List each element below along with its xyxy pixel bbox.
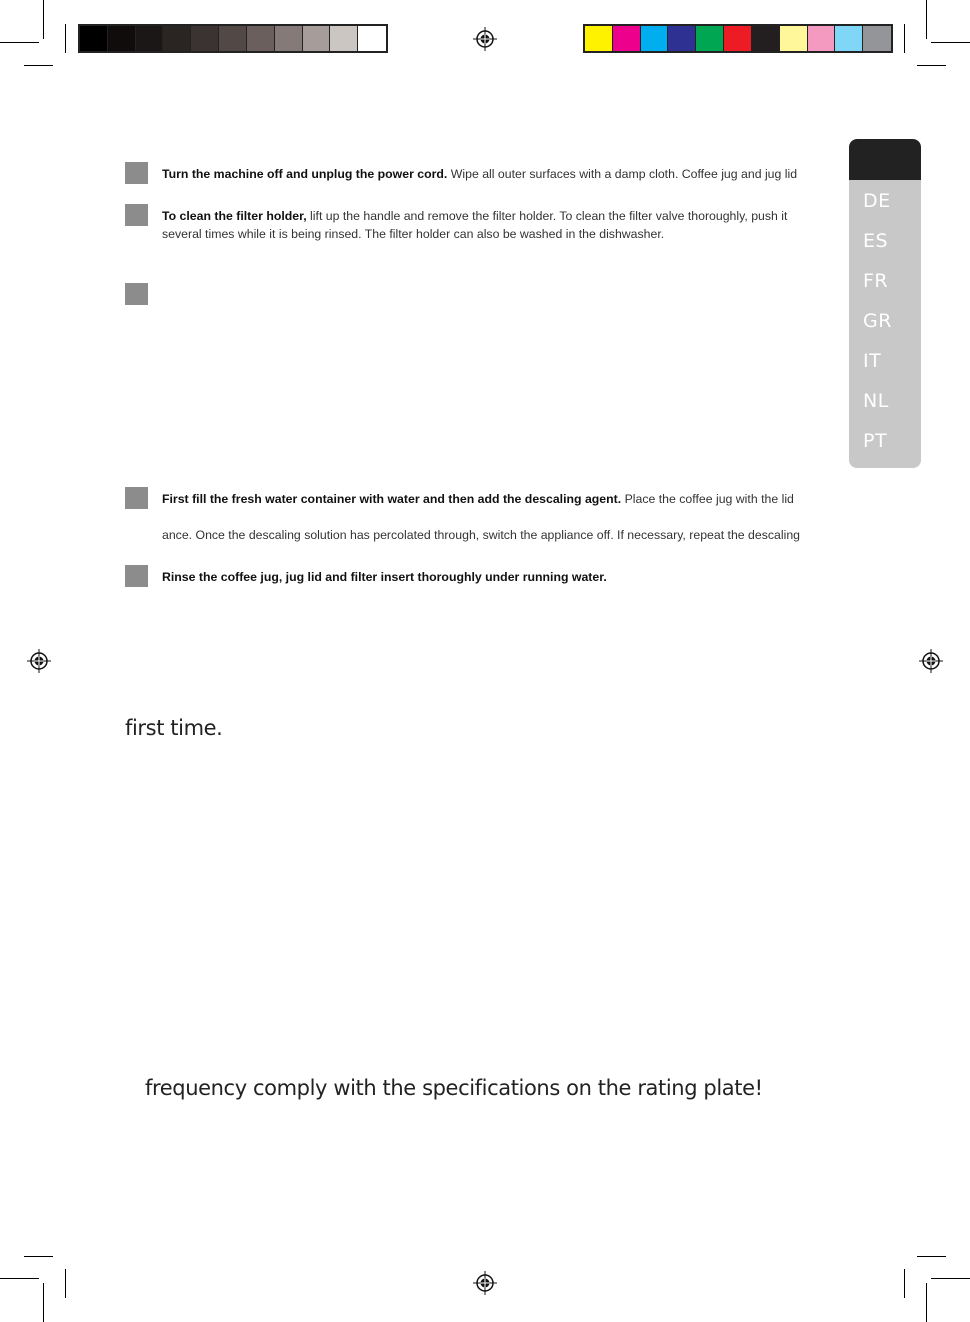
crop-mark (0, 1278, 39, 1279)
crop-mark (904, 24, 905, 53)
step-4-text (162, 492, 794, 506)
registration-mark-icon (27, 649, 51, 673)
step-marker (125, 162, 148, 184)
color-swatch (808, 26, 836, 51)
step-5-bold: Rinse the coffee jug, jug lid and filter insert thoroughly under running water. (162, 570, 607, 584)
color-swatch (108, 26, 136, 51)
step-1-rest: Wipe all outer surfaces with a damp cloth. Coffee jug and jug lid (447, 167, 798, 181)
crop-mark (904, 1269, 905, 1298)
language-tab-it[interactable]: IT (863, 350, 882, 372)
color-swatch (835, 26, 863, 51)
color-swatch (613, 26, 641, 51)
color-swatch (163, 26, 191, 51)
active-language-tab (849, 139, 921, 180)
crop-mark (43, 1283, 44, 1322)
crop-mark (43, 0, 44, 39)
process-color-bar (583, 24, 893, 53)
color-swatch (863, 26, 891, 51)
step-4-line2: ance. Once the descaling solution has percolated through, switch the appliance off. If necessary, repeat the descaling (162, 528, 801, 542)
language-tab-fr[interactable]: FR (863, 270, 889, 292)
step-1-text (162, 167, 797, 181)
color-swatch (780, 26, 808, 51)
step-2-bold: To clean the filter holder, (162, 209, 307, 223)
step-marker (125, 565, 148, 587)
color-swatch (752, 26, 780, 51)
crop-mark (926, 0, 927, 39)
step-5-text (162, 570, 607, 584)
crop-mark (917, 65, 946, 66)
fragment-frequency: frequency comply with the specifications on the rating plate! (145, 1076, 763, 1100)
color-swatch (668, 26, 696, 51)
crop-mark (926, 1283, 927, 1322)
fragment-first-time: first time. (125, 716, 223, 740)
language-tab-de[interactable]: DE (863, 190, 891, 212)
crop-mark (24, 1256, 53, 1257)
language-tab-pt[interactable]: PT (863, 430, 888, 452)
step-2-line2: several times while it is being rinsed. The filter holder can also be washed in the dishwasher. (162, 227, 665, 241)
step-4-rest: Place the coffee jug with the lid (621, 492, 794, 506)
color-swatch (641, 26, 669, 51)
step-2-rest: lift up the handle and remove the filter holder. To clean the filter valve thoroughly, push it (306, 209, 788, 223)
step-1-bold: Turn the machine off and unplug the power cord. (162, 167, 448, 181)
registration-mark-icon (919, 649, 943, 673)
language-tabs (849, 139, 921, 468)
color-swatch (585, 26, 613, 51)
step-marker (125, 204, 148, 226)
language-tab-gr[interactable]: GR (863, 310, 892, 332)
language-tab-es[interactable]: ES (863, 230, 889, 252)
registration-mark-icon (473, 1271, 497, 1295)
crop-mark (65, 1269, 66, 1298)
step-marker (125, 283, 148, 305)
color-swatch (219, 26, 247, 51)
crop-mark (931, 42, 970, 43)
color-swatch (724, 26, 752, 51)
color-swatch (136, 26, 164, 51)
language-tab-nl[interactable]: NL (863, 390, 889, 412)
crop-mark (0, 42, 39, 43)
crop-mark (931, 1278, 970, 1279)
color-swatch (330, 26, 358, 51)
step-2-text (162, 209, 787, 223)
crop-mark (65, 24, 66, 53)
crop-mark (917, 1256, 946, 1257)
color-swatch (247, 26, 275, 51)
color-swatch (80, 26, 108, 51)
crop-mark (24, 65, 53, 66)
color-swatch (191, 26, 219, 51)
registration-mark-icon (473, 27, 497, 51)
color-swatch (358, 26, 386, 51)
grayscale-color-bar (78, 24, 388, 53)
color-swatch (696, 26, 724, 51)
step-4-bold: First fill the fresh water container with water and then add the descaling agent. (162, 492, 622, 506)
color-swatch (303, 26, 331, 51)
step-marker (125, 487, 148, 509)
color-swatch (275, 26, 303, 51)
